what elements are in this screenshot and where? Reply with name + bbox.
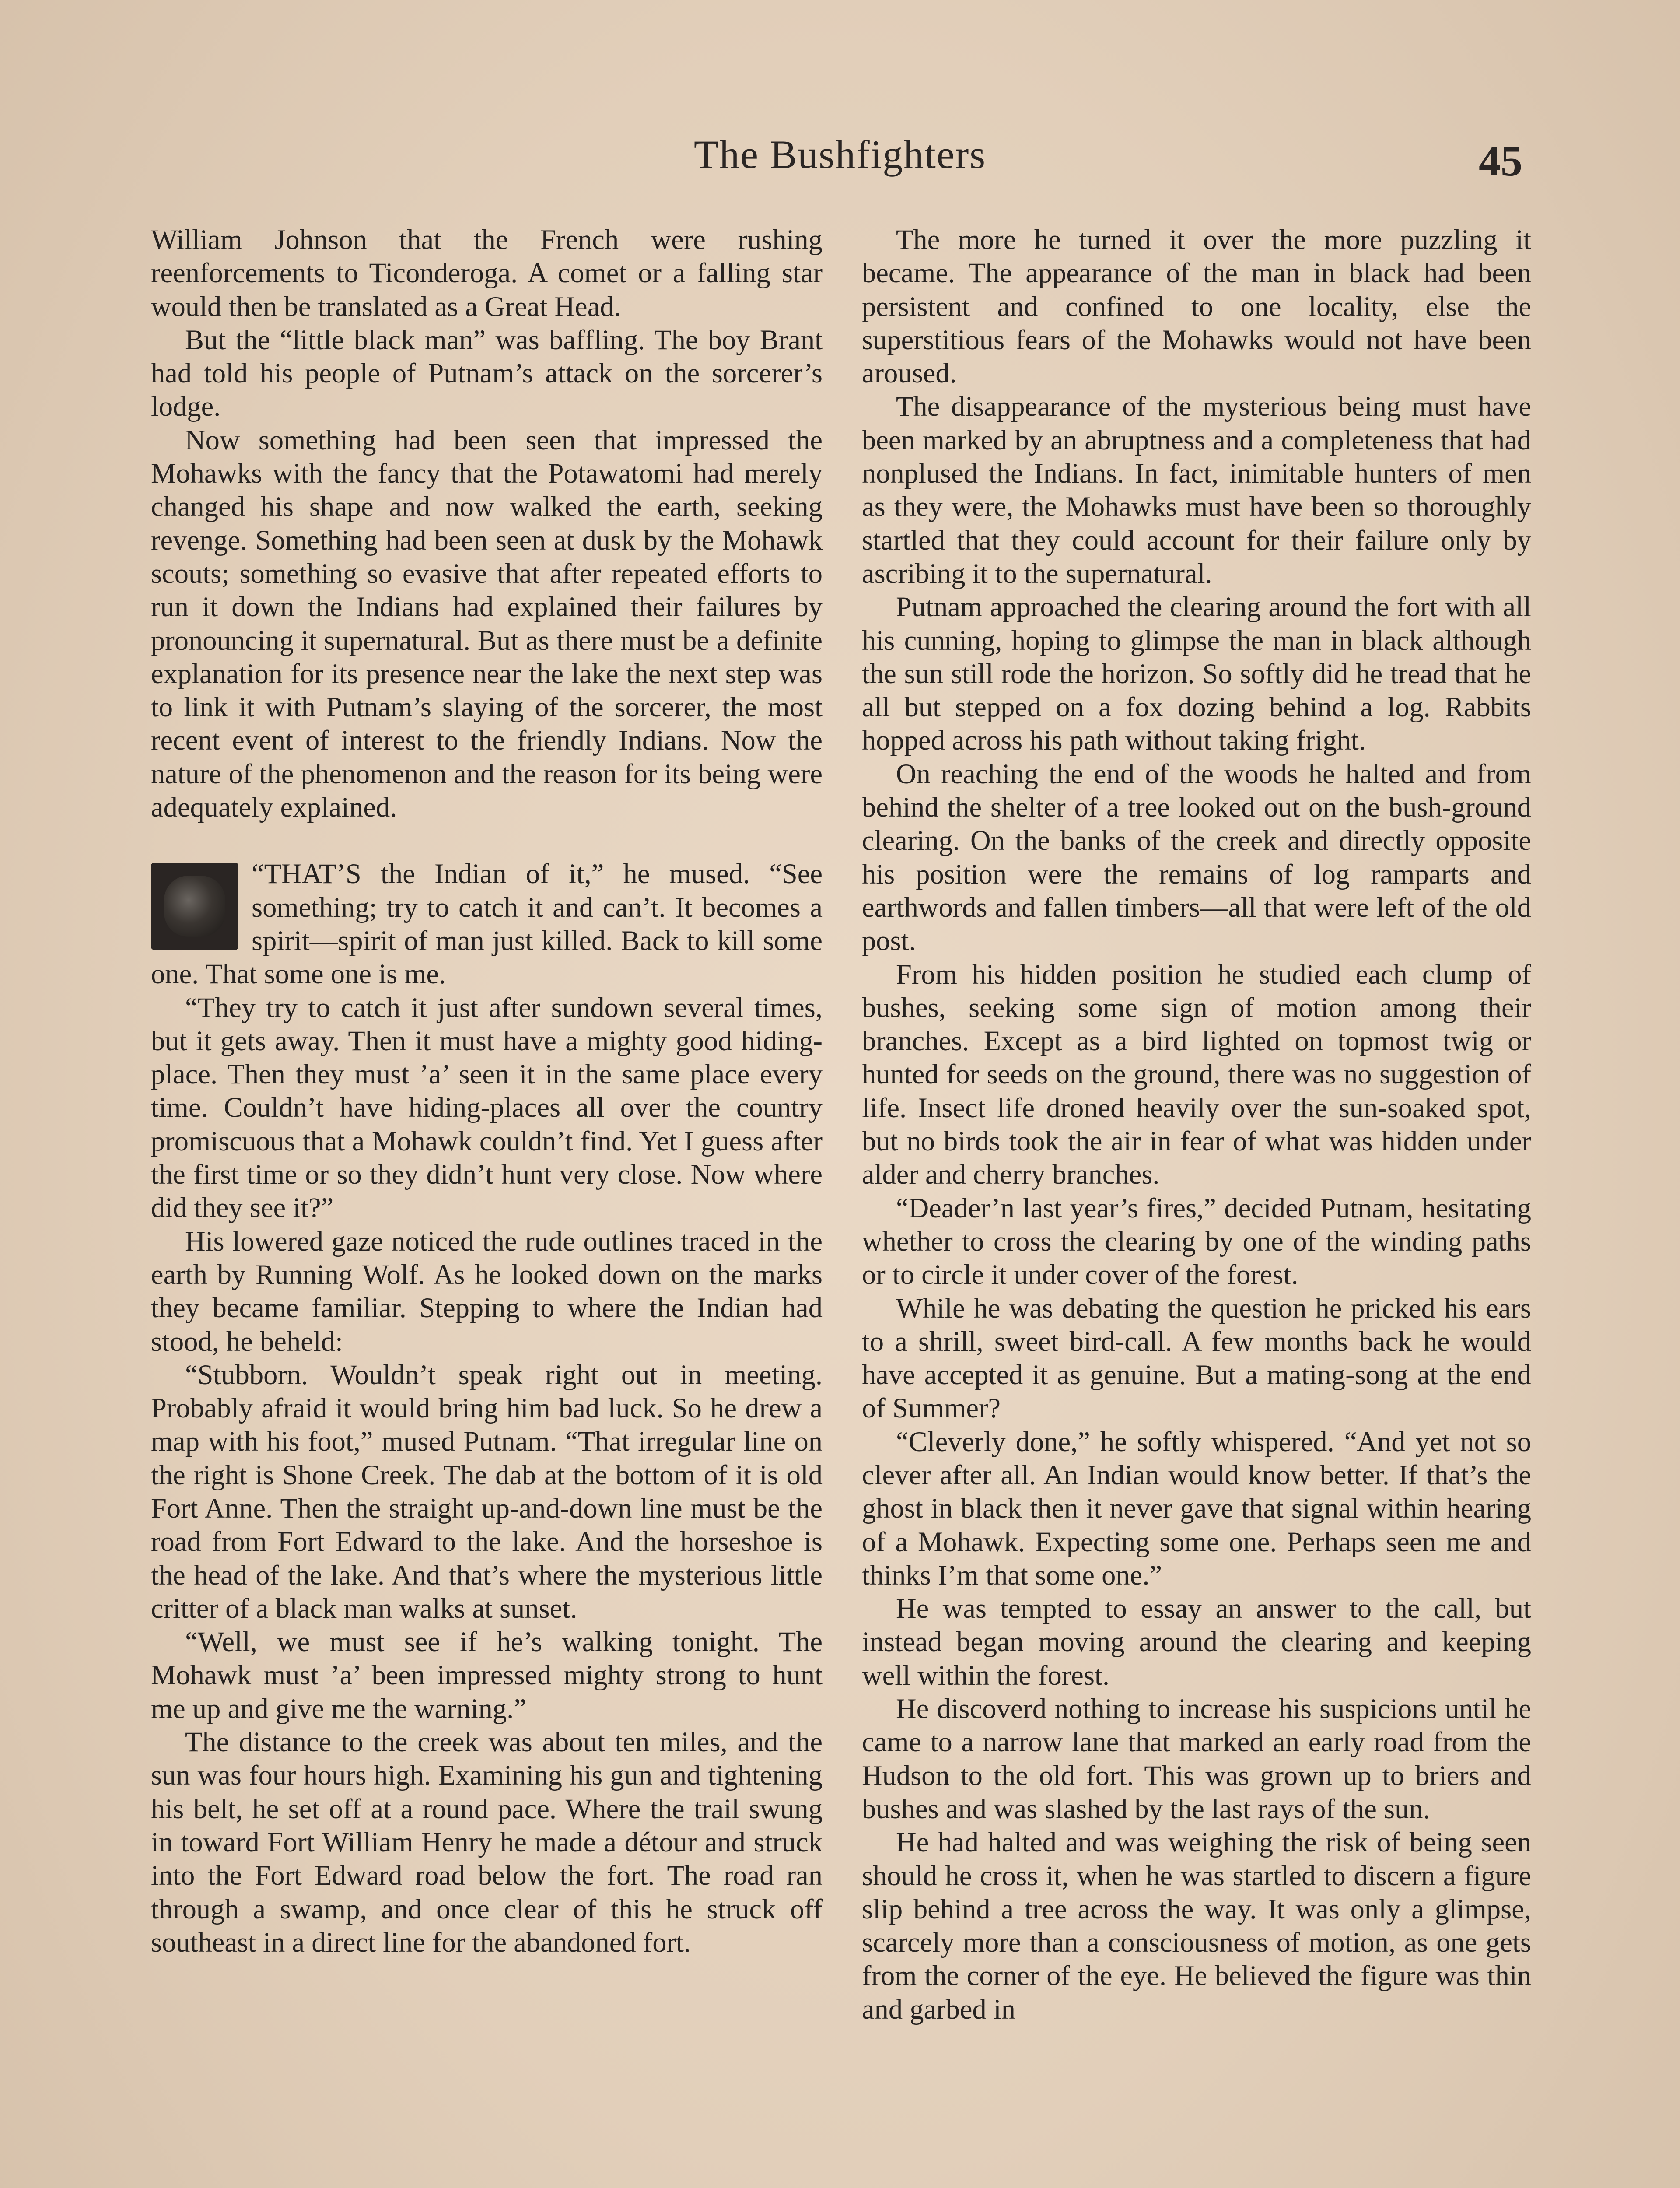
paragraph: William Johnson that the French were rushing reenforcements to Ticonderoga. A comet or a falling star would then be translated as a Great Head. <box>151 224 822 322</box>
paragraph: “THAT’S the Indian of it,” he mused. “See something; try to catch it and can’t. It becomes a spirit—spirit of man just killed. Back to kill some one. That some one is me. <box>151 858 822 990</box>
section-break <box>151 824 822 857</box>
running-header-title: The Bushfighters <box>693 132 987 177</box>
paragraph: “Stubborn. Wouldn’t speak right out in meeting. Probably afraid it would bring him bad luck. So he drew a map with his foot,” mused Putnam. “That irregular line on the right is Shone Creek. The dab at the bottom of it is old Fort Anne. Then the straight up-and-down line must be the road from Fort Edward to the lake. And the horseshoe is the head of the lake. And that’s where the mysterious little critter of a black man walks at sunset. <box>151 1359 822 1624</box>
paragraph: While he was debating the question he pricked his ears to a shrill, sweet bird-call. A few months back he would have accepted it as genuine. But a mating-song at the end of Summer? <box>862 1292 1531 1424</box>
paragraph: Now something had been seen that impressed the Mohawks with the fancy that the Potawatomi had merely changed his shape and now walked the earth, seeking revenge. Something had been seen at dusk by the Mohawk scouts; something so evasive that after repeated efforts to run it down the Indians had explained their failures by pronouncing it supernatural. But as there must be a definite explanation for its presence near the lake the next step was to link it with Putnam’s slaying of the sorcerer, the most recent event of interest to the friendly Indians. Now the nature of the phenomenon and the reason for its being were adequately explained. <box>151 424 822 823</box>
paragraph: From his hidden position he studied each clump of bushes, seeking some sign of motion among their branches. Except as a bird lighted on topmost twig or hunted for seeds on the ground, there was no suggestion of life. Insect life droned heavily over the sun-soaked spot, but no birds took the air in fear of what was hidden under alder and cherry branches. <box>862 958 1531 1190</box>
paragraph: “They try to catch it just after sundown several times, but it gets away. Then it must have a mighty good hiding-place. Then they must ’a’ seen it in the same place every time. Couldn’t have hiding-places all over the country promiscuous that a Mohawk couldn’t find. Yet I guess after the first time or so they didn’t hunt very close. Now where did they see it?” <box>151 992 822 1224</box>
paragraph: His lowered gaze noticed the rude outlines traced in the earth by Running Wolf. As he looked down on the marks they became familiar. Stepping to where the Indian had stood, he beheld: <box>151 1225 822 1357</box>
paragraph: The disappearance of the mysterious being must have been marked by an abruptness and a completeness that had nonplused the Indians. In fact, inimitable hunters of men as they were, the Mohawks must have been so thoroughly startled that they could account for their failure only by ascribing it to the supernatural. <box>862 391 1531 589</box>
right-column <box>862 223 1531 2188</box>
paragraph: He discoverd nothing to increase his suspicions until he came to a narrow lane that marked an early road from the Hudson to the old fort. This was grown up to briers and bushes and was slashed by the last rays of the sun. <box>862 1693 1531 1824</box>
paragraph: He was tempted to essay an answer to the call, but instead began moving around the clearing and keeping well within the forest. <box>862 1593 1531 1691</box>
paragraph: On reaching the end of the woods he halted and from behind the shelter of a tree looked out on the bush-ground clearing. On the banks of the creek and directly opposite his position were the remains of log ramparts and earthwords and fallen timbers—all that were left of the old post. <box>862 758 1531 957</box>
paragraph: The more he turned it over the more puzzling it became. The appearance of the man in black had been persistent and confined to one locality, else the superstitious fears of the Mohawks would not have been aroused. <box>862 224 1531 389</box>
paragraph: “Well, we must see if he’s walking tonight. The Mohawk must ’a’ been impressed mighty strong to hunt me up and give me the warning.” <box>151 1626 822 1724</box>
left-column <box>151 223 822 2188</box>
paragraph: But the “little black man” was baffling. The boy Brant had told his people of Putnam’s attack on the sorcerer’s lodge. <box>151 324 822 422</box>
paragraph: “Deader’n last year’s fires,” decided Putnam, hesitating whether to cross the clearing by one of the winding paths or to circle it under cover of the forest. <box>862 1192 1531 1290</box>
paragraph: Putnam approached the clearing around the fort with all his cunning, hoping to glimpse the man in black although the sun still rode the horizon. So softly did he tread that he all but stepped on a fox dozing behind a log. Rabbits hopped across his path without taking fright. <box>862 591 1531 756</box>
page-number: 45 <box>1479 137 1522 185</box>
paragraph: The distance to the creek was about ten miles, and the sun was four hours high. Examining his gun and tightening his belt, he set off at a round pace. Where the trail swung in toward Fort William Henry he made a détour and struck into the Fort Edward road below the fort. The road ran through a swamp, and once clear of this he struck off southeast in a direct line for the abandoned fort. <box>151 1726 822 1958</box>
paragraph: “Cleverly done,” he softly whispered. “And yet not so clever after all. An Indian would know better. If that’s the ghost in black then it never gave that signal within hearing of a Mohawk. Expecting some one. Perhaps seen me and thinks I’m that some one.” <box>862 1426 1531 1591</box>
paragraph: He had halted and was weighing the risk of being seen should he cross it, when he was startled to discern a figure slip behind a tree across the way. It was only a glimpse, scarcely more than a consciousness of motion, as one gets from the corner of the eye. He believed the figure was thin and garbed in <box>862 1827 1531 2025</box>
drop-cap-ornament-icon <box>151 863 238 950</box>
